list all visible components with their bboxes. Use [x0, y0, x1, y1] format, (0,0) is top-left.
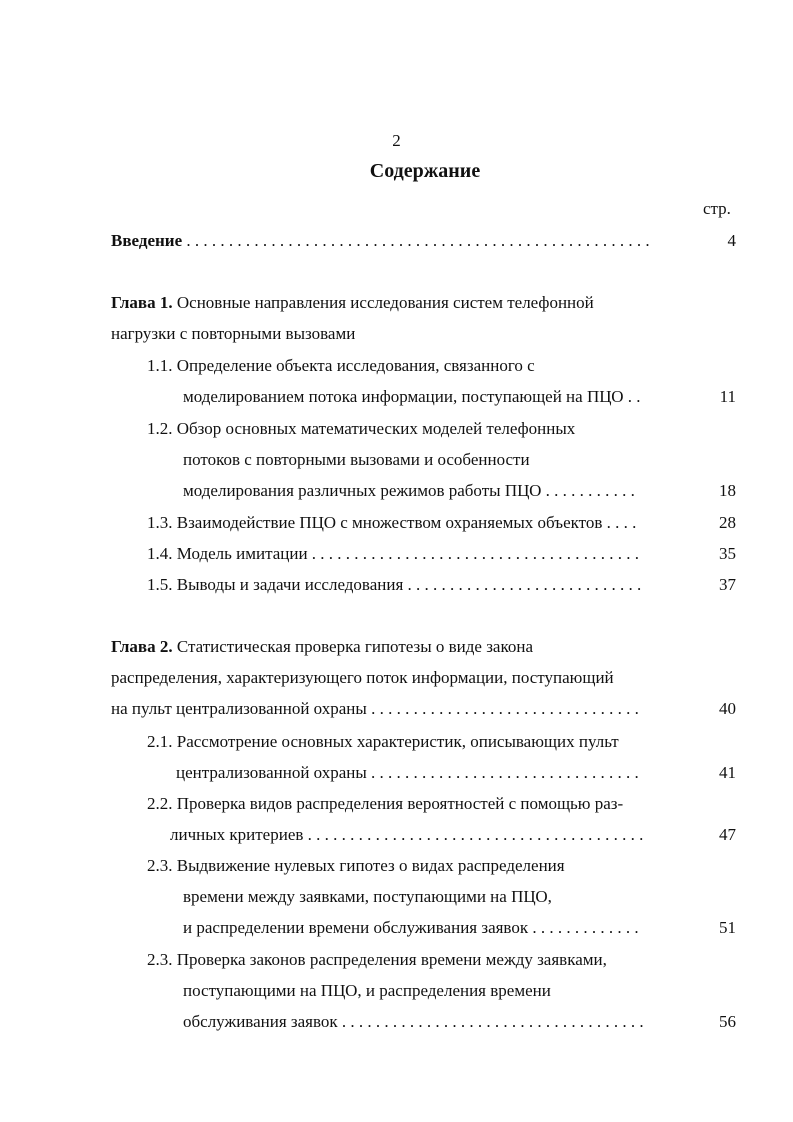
toc-chapter-1-title	[111, 293, 594, 313]
toc-page-number: 18	[719, 481, 736, 500]
toc-chapter-title-text: Статистическая проверка гипотезы о виде закона	[172, 637, 534, 656]
toc-chapter-label: Глава 1.	[111, 293, 173, 312]
toc-page-number: 41	[719, 763, 736, 782]
toc-leader-dots: . . . . . . . . . . . . . . . . . . . . . . . . . . . . . . . . . . . . . . . . . . . . . . . . . . . . . . .	[182, 231, 650, 250]
toc-section-1-4: 1.4. Модель имитации . . . . . . . . . . . . . . . . . . . . . . . . . . . . . . . . . . . . . . .	[147, 544, 640, 563]
toc-page-number: 11	[719, 387, 736, 406]
toc-section-text: моделирования различных режимов работы ПЦО . . . . . . . . . . .	[183, 481, 635, 500]
toc-intro-label: Введение	[111, 231, 183, 250]
toc-section-2-1: 2.1. Рассмотрение основных характеристик, описывающих пульт	[147, 732, 619, 751]
toc-chapter-title-text: Основные направления исследования систем телефонной	[172, 293, 594, 312]
toc-page-number: 37	[719, 575, 736, 594]
toc-section-text: моделированием потока информации, поступающей на ПЦО . .	[183, 387, 641, 406]
toc-chapter-title-text: нагрузки с повторными вызовами	[111, 324, 356, 343]
page-title: Содержание	[369, 160, 481, 182]
toc-chapter-title-text: распределения, характеризующего поток информации, поступающий	[111, 668, 614, 687]
toc-page-number: 28	[719, 513, 736, 532]
toc-section-text: обслуживания заявок . . . . . . . . . . . . . . . . . . . . . . . . . . . . . . . . . . . .	[183, 1012, 644, 1031]
toc-section-text: и распределении времени обслуживания заявок . . . . . . . . . . . . .	[183, 918, 639, 937]
toc-chapter-title-text: на пульт централизованной охраны . . . . . . . . . . . . . . . . . . . . . . . . . . . . . . . .	[111, 699, 639, 718]
toc-page-number: 56	[719, 1012, 736, 1031]
toc-section-text: централизованной охраны . . . . . . . . . . . . . . . . . . . . . . . . . . . . . . . .	[176, 763, 639, 782]
toc-page-number: 47	[719, 825, 736, 844]
toc-page-number: 35	[719, 544, 736, 563]
page-number: 2	[392, 131, 401, 150]
toc-section-text: времени между заявками, поступающими на ПЦО,	[183, 887, 552, 906]
toc-section-1-5: 1.5. Выводы и задачи исследования . . . . . . . . . . . . . . . . . . . . . . . . . . . .	[147, 575, 642, 594]
toc-page-number: 51	[719, 918, 736, 937]
toc-section-2-2: 2.2. Проверка видов распределения вероятностей с помощью раз-	[147, 794, 624, 813]
toc-section-text: потоков с повторными вызовами и особенности	[183, 450, 530, 469]
toc-section-text: поступающими на ПЦО, и распределения времени	[183, 981, 551, 1000]
toc-section-1-2: 1.2. Обзор основных математических моделей телефонных	[147, 419, 576, 438]
toc-section-2-3: 2.3. Выдвижение нулевых гипотез о видах распределения	[147, 856, 565, 875]
toc-section-1-3: 1.3. Взаимодействие ПЦО с множеством охраняемых объектов . . . .	[147, 513, 637, 532]
toc-chapter-2-title	[111, 637, 533, 657]
toc-section-1-1: 1.1. Определение объекта исследования, связанного с	[147, 356, 535, 375]
toc-section-text: личных критериев . . . . . . . . . . . . . . . . . . . . . . . . . . . . . . . . . . . . . . . .	[170, 825, 644, 844]
toc-page-number: 4	[727, 231, 736, 250]
page-column-header: стр.	[703, 199, 731, 218]
toc-entry-intro	[111, 231, 650, 251]
toc-page-number: 40	[719, 699, 736, 718]
toc-section-2-3b: 2.3. Проверка законов распределения времени между заявками,	[147, 950, 607, 969]
toc-chapter-label: Глава 2.	[111, 637, 173, 656]
